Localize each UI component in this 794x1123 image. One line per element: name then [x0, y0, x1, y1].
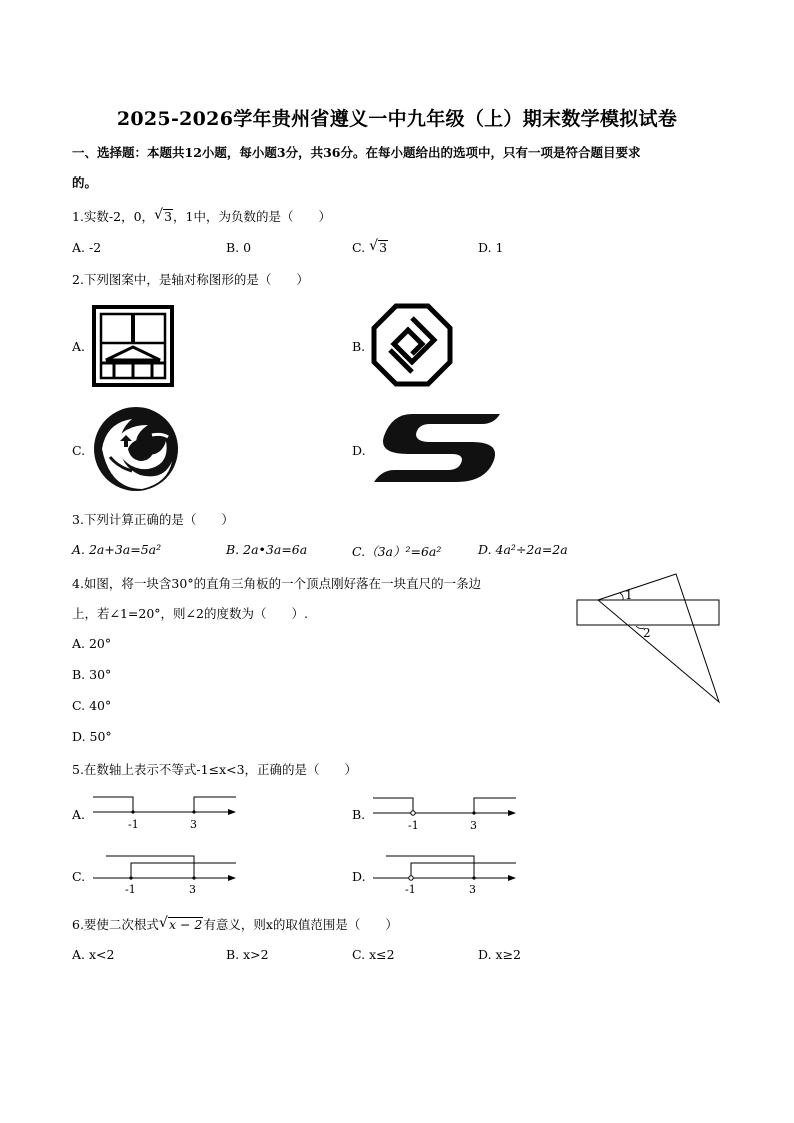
question-6-option-a[interactable]: A. x<2: [72, 947, 115, 962]
question-6-option-b[interactable]: B. x>2: [226, 947, 269, 962]
ruler-triangle-figure: [570, 568, 730, 708]
number-line-a[interactable]: [88, 792, 238, 834]
question-6-stem-before: 6.要使二次根式: [72, 917, 159, 932]
angle-2-label: 2: [643, 626, 651, 640]
tick-label-3: 3: [469, 883, 476, 896]
sqrt-x-minus-2-expression: [160, 917, 203, 932]
question-5-label-a[interactable]: A.: [72, 807, 86, 822]
question-6-option-c[interactable]: C. x≤2: [352, 947, 395, 962]
tick-label-3: 3: [190, 818, 197, 831]
tick-label-minus1: -1: [405, 883, 416, 896]
tick-label-minus1: -1: [128, 818, 139, 831]
question-2-label-b[interactable]: B.: [352, 339, 366, 354]
sqrt-x-minus-2-radicand: x − 2: [168, 917, 203, 932]
question-4-option-b[interactable]: B. 30°: [72, 667, 112, 682]
question-1-option-c-prefix: C.: [352, 240, 370, 255]
question-1-option-c[interactable]: [352, 240, 388, 255]
question-4-stem-line1: 4.如图，将一块含30°的直角三角板的一个顶点刚好落在一块直尺的一条边: [72, 576, 482, 591]
question-6-stem-after: 有意义，则x的取值范围是（ ）: [203, 917, 398, 932]
question-6-stem: [72, 915, 398, 933]
question-2-label-a[interactable]: A.: [72, 339, 86, 354]
section-instructions-line1: 一、选择题：本题共12小题，每小题3分，共36分。在每小题给出的选项中，只有一项是符合题目要求: [72, 145, 641, 160]
section-header: [72, 145, 641, 191]
question-5-label-b[interactable]: B.: [352, 807, 366, 822]
tick-label-minus1: -1: [125, 883, 136, 896]
question-4-option-c[interactable]: C. 40°: [72, 698, 112, 713]
sqrt-3-option: [370, 240, 388, 255]
tick-label-3: 3: [470, 819, 477, 832]
section-instructions-line2: 的。: [72, 175, 98, 190]
question-1-stem: [72, 207, 331, 225]
question-2-label-d[interactable]: D.: [352, 443, 366, 458]
question-3-option-a[interactable]: A. 2a+3a=5a²: [72, 542, 162, 557]
sqrt-3-radicand: 3: [164, 209, 173, 224]
circular-emblem-icon[interactable]: [92, 405, 182, 493]
question-1-option-b[interactable]: B. 0: [226, 240, 252, 255]
number-line-b[interactable]: [368, 793, 518, 835]
question-3-stem: 3.下列计算正确的是（ ）: [72, 512, 234, 527]
octagon-spiral-icon[interactable]: [372, 304, 452, 386]
question-1-option-a[interactable]: A. -2: [72, 240, 102, 255]
sqrt-3-option-radicand: 3: [379, 240, 388, 255]
angle-1-label: 1: [625, 588, 633, 602]
question-4-stem-line2: 上，若∠1=20°，则∠2的度数为（ ）.: [72, 606, 308, 621]
question-5-label-d[interactable]: D.: [352, 869, 366, 884]
number-line-c[interactable]: [88, 853, 238, 895]
question-5-stem: 5.在数轴上表示不等式-1≤x<3，正确的是（ ）: [72, 762, 358, 777]
tick-label-3: 3: [189, 883, 196, 896]
question-3-option-c[interactable]: C.（3a）²=6a²: [352, 544, 442, 559]
number-line-d[interactable]: [368, 853, 518, 895]
question-6-option-d[interactable]: D. x≥2: [478, 947, 521, 962]
question-1-stem-after: ，1中，为负数的是（ ）: [173, 209, 331, 224]
question-1-option-d[interactable]: D. 1: [478, 240, 504, 255]
sqrt-3-expression: [155, 209, 173, 224]
question-3-option-d[interactable]: D. 4a²÷2a=2a: [478, 542, 568, 557]
window-pattern-icon[interactable]: [92, 305, 174, 387]
question-5-label-c[interactable]: C.: [72, 869, 86, 884]
question-2-label-c[interactable]: C.: [72, 443, 86, 458]
question-2-stem: 2.下列图案中，是轴对称图形的是（ ）: [72, 272, 309, 287]
question-4-option-a[interactable]: A. 20°: [72, 636, 112, 651]
s-shape-logo-icon[interactable]: [372, 412, 502, 484]
tick-label-minus1: -1: [408, 819, 419, 832]
question-1-stem-before: 1.实数-2，0，: [72, 209, 155, 224]
question-4-option-d[interactable]: D. 50°: [72, 729, 112, 744]
question-3-option-b[interactable]: B. 2a•3a=6a: [226, 542, 308, 557]
page-title: 2025-2026学年贵州省遵义一中九年级（上）期末数学模拟试卷: [116, 108, 678, 130]
